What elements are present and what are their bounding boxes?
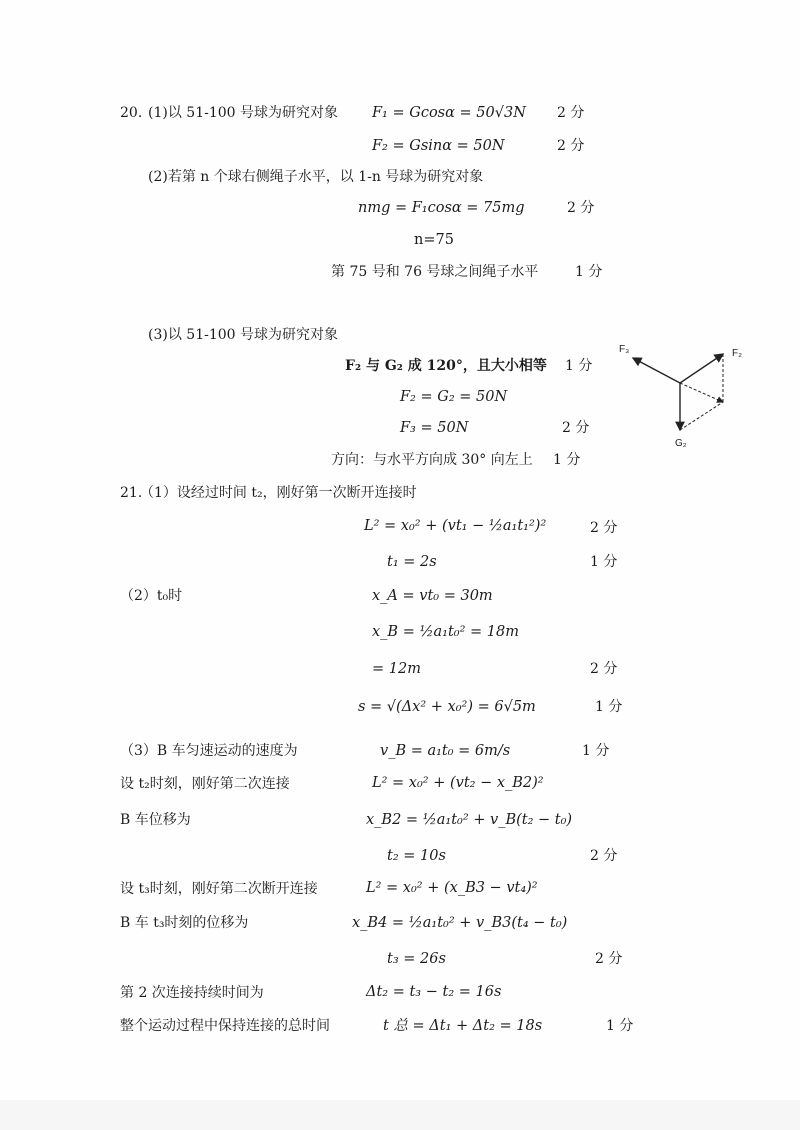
q21-part3-label7: 整个运动过程中保持连接的总时间 xyxy=(120,1018,330,1034)
dashed-closing xyxy=(680,402,723,430)
q21-part3-label4: 设 t₃时刻，刚好第二次断开连接 xyxy=(120,881,318,897)
q20-part1-eq1: F₁ = Gcosα = 50√3N xyxy=(372,105,526,121)
q20-part3-line1: F₂ 与 G₂ 成 120°，且大小相等 xyxy=(345,358,547,374)
q21-part1-eq1-score: 2 分 xyxy=(590,520,618,536)
q21-part2-eq3-score: 2 分 xyxy=(590,661,618,677)
q21-part3-eq4: t₂ = 10s xyxy=(387,848,446,864)
q20-part3-eq2: F₃ = 50N xyxy=(400,420,469,436)
q21-part3-eq1-score: 1 分 xyxy=(582,743,610,759)
q21-part3-label6: 第 2 次连接持续时间为 xyxy=(120,985,264,1001)
q20-part3-eq2-score: 2 分 xyxy=(562,420,590,436)
q21-part1-eq1: L² = x₀² + (vt₁ − ½a₁t₁²)² xyxy=(364,518,547,534)
q21-part1-eq2: t₁ = 2s xyxy=(387,554,437,570)
q21-part2-eq1: x_A = vt₀ = 30m xyxy=(372,588,493,604)
q20-part3-direction-score: 1 分 xyxy=(553,452,581,468)
q21-part2-label: （2）t₀时 xyxy=(120,588,183,604)
q21-part3-eq6: x_B4 = ½a₁t₀² + v_B3(t₄ − t₀) xyxy=(352,915,568,931)
q21-part2-eq4: s = √(Δx² + x₀²) = 6√5m xyxy=(358,699,536,715)
q20-part1-eq2-score: 2 分 xyxy=(557,138,585,154)
q20-part3-line1-score: 1 分 xyxy=(565,358,593,374)
q21-part3-label2: 设 t₂时刻，刚好第二次连接 xyxy=(120,776,290,792)
force-diagram xyxy=(615,338,750,453)
q21-part3-eq7: t₃ = 26s xyxy=(387,951,446,967)
q21-part3-eq8: Δt₂ = t₃ − t₂ = 16s xyxy=(366,984,502,1000)
q21-part3-eq1: v_B = a₁t₀ = 6m/s xyxy=(380,743,511,759)
q21-part3-eq3: x_B2 = ½a₁t₀² + v_B(t₂ − t₀) xyxy=(366,812,573,828)
q21-number: 21. xyxy=(120,485,143,501)
q20-part1-eq2: F₂ = Gsinα = 50N xyxy=(372,138,505,154)
label-f3: F₃ xyxy=(619,344,630,355)
q21-part3-eq4-score: 2 分 xyxy=(590,848,618,864)
q21-part3-eq9-score: 1 分 xyxy=(606,1018,634,1034)
page-bottom-band xyxy=(0,1100,800,1130)
q20-part1-label: (1)以 51-100 号球为研究对象 xyxy=(148,105,338,121)
q21-part3-label: （3）B 车匀速运动的速度为 xyxy=(120,743,298,759)
q20-part1-eq1-score: 2 分 xyxy=(557,105,585,121)
q20-part3-label: (3)以 51-100 号球为研究对象 xyxy=(148,327,338,343)
q21-part2-eq2: x_B = ½a₁t₀² = 18m xyxy=(372,624,519,640)
q21-part3-label3: B 车位移为 xyxy=(120,812,191,828)
q21-part1-label: （1）设经过时间 t₂，刚好第一次断开连接时 xyxy=(140,485,417,501)
label-g2: G₂ xyxy=(675,438,687,449)
q21-part3-eq7-score: 2 分 xyxy=(595,951,623,967)
q20-part2-eq1-score: 2 分 xyxy=(567,200,595,216)
q21-part3-label5: B 车 t₃时刻的位移为 xyxy=(120,915,249,931)
q21-part1-eq2-score: 1 分 xyxy=(590,554,618,570)
q21-part2-eq3: = 12m xyxy=(372,661,421,677)
q21-part3-eq9: t 总 = Δt₁ + Δt₂ = 18s xyxy=(383,1018,543,1034)
q20-part2-eq1: nmg = F₁cosα = 75mg xyxy=(358,200,525,216)
dashed-resultant xyxy=(680,383,723,402)
q21-part3-eq2: L² = x₀² + (vt₂ − x_B2)² xyxy=(372,775,544,791)
q20-part3-eq1: F₂ = G₂ = 50N xyxy=(400,389,508,405)
q20-number: 20. xyxy=(120,105,143,121)
q20-part2-conclusion: 第 75 号和 76 号球之间绳子水平 xyxy=(331,264,539,280)
q20-part2-eq2: n=75 xyxy=(414,232,454,248)
f3-arrow xyxy=(633,358,680,383)
q20-part3-direction: 方向：与水平方向成 30° 向左上 xyxy=(331,452,533,468)
q21-part2-eq4-score: 1 分 xyxy=(595,699,623,715)
q20-part2-conclusion-score: 1 分 xyxy=(575,264,603,280)
q20-part2-label: (2)若第 n 个球右侧绳子水平，以 1-n 号球为研究对象 xyxy=(148,169,484,185)
label-f2: F₂ xyxy=(732,348,742,359)
f2-arrow xyxy=(680,354,723,383)
q21-part3-eq5: L² = x₀² + (x_B3 − vt₄)² xyxy=(366,880,538,896)
